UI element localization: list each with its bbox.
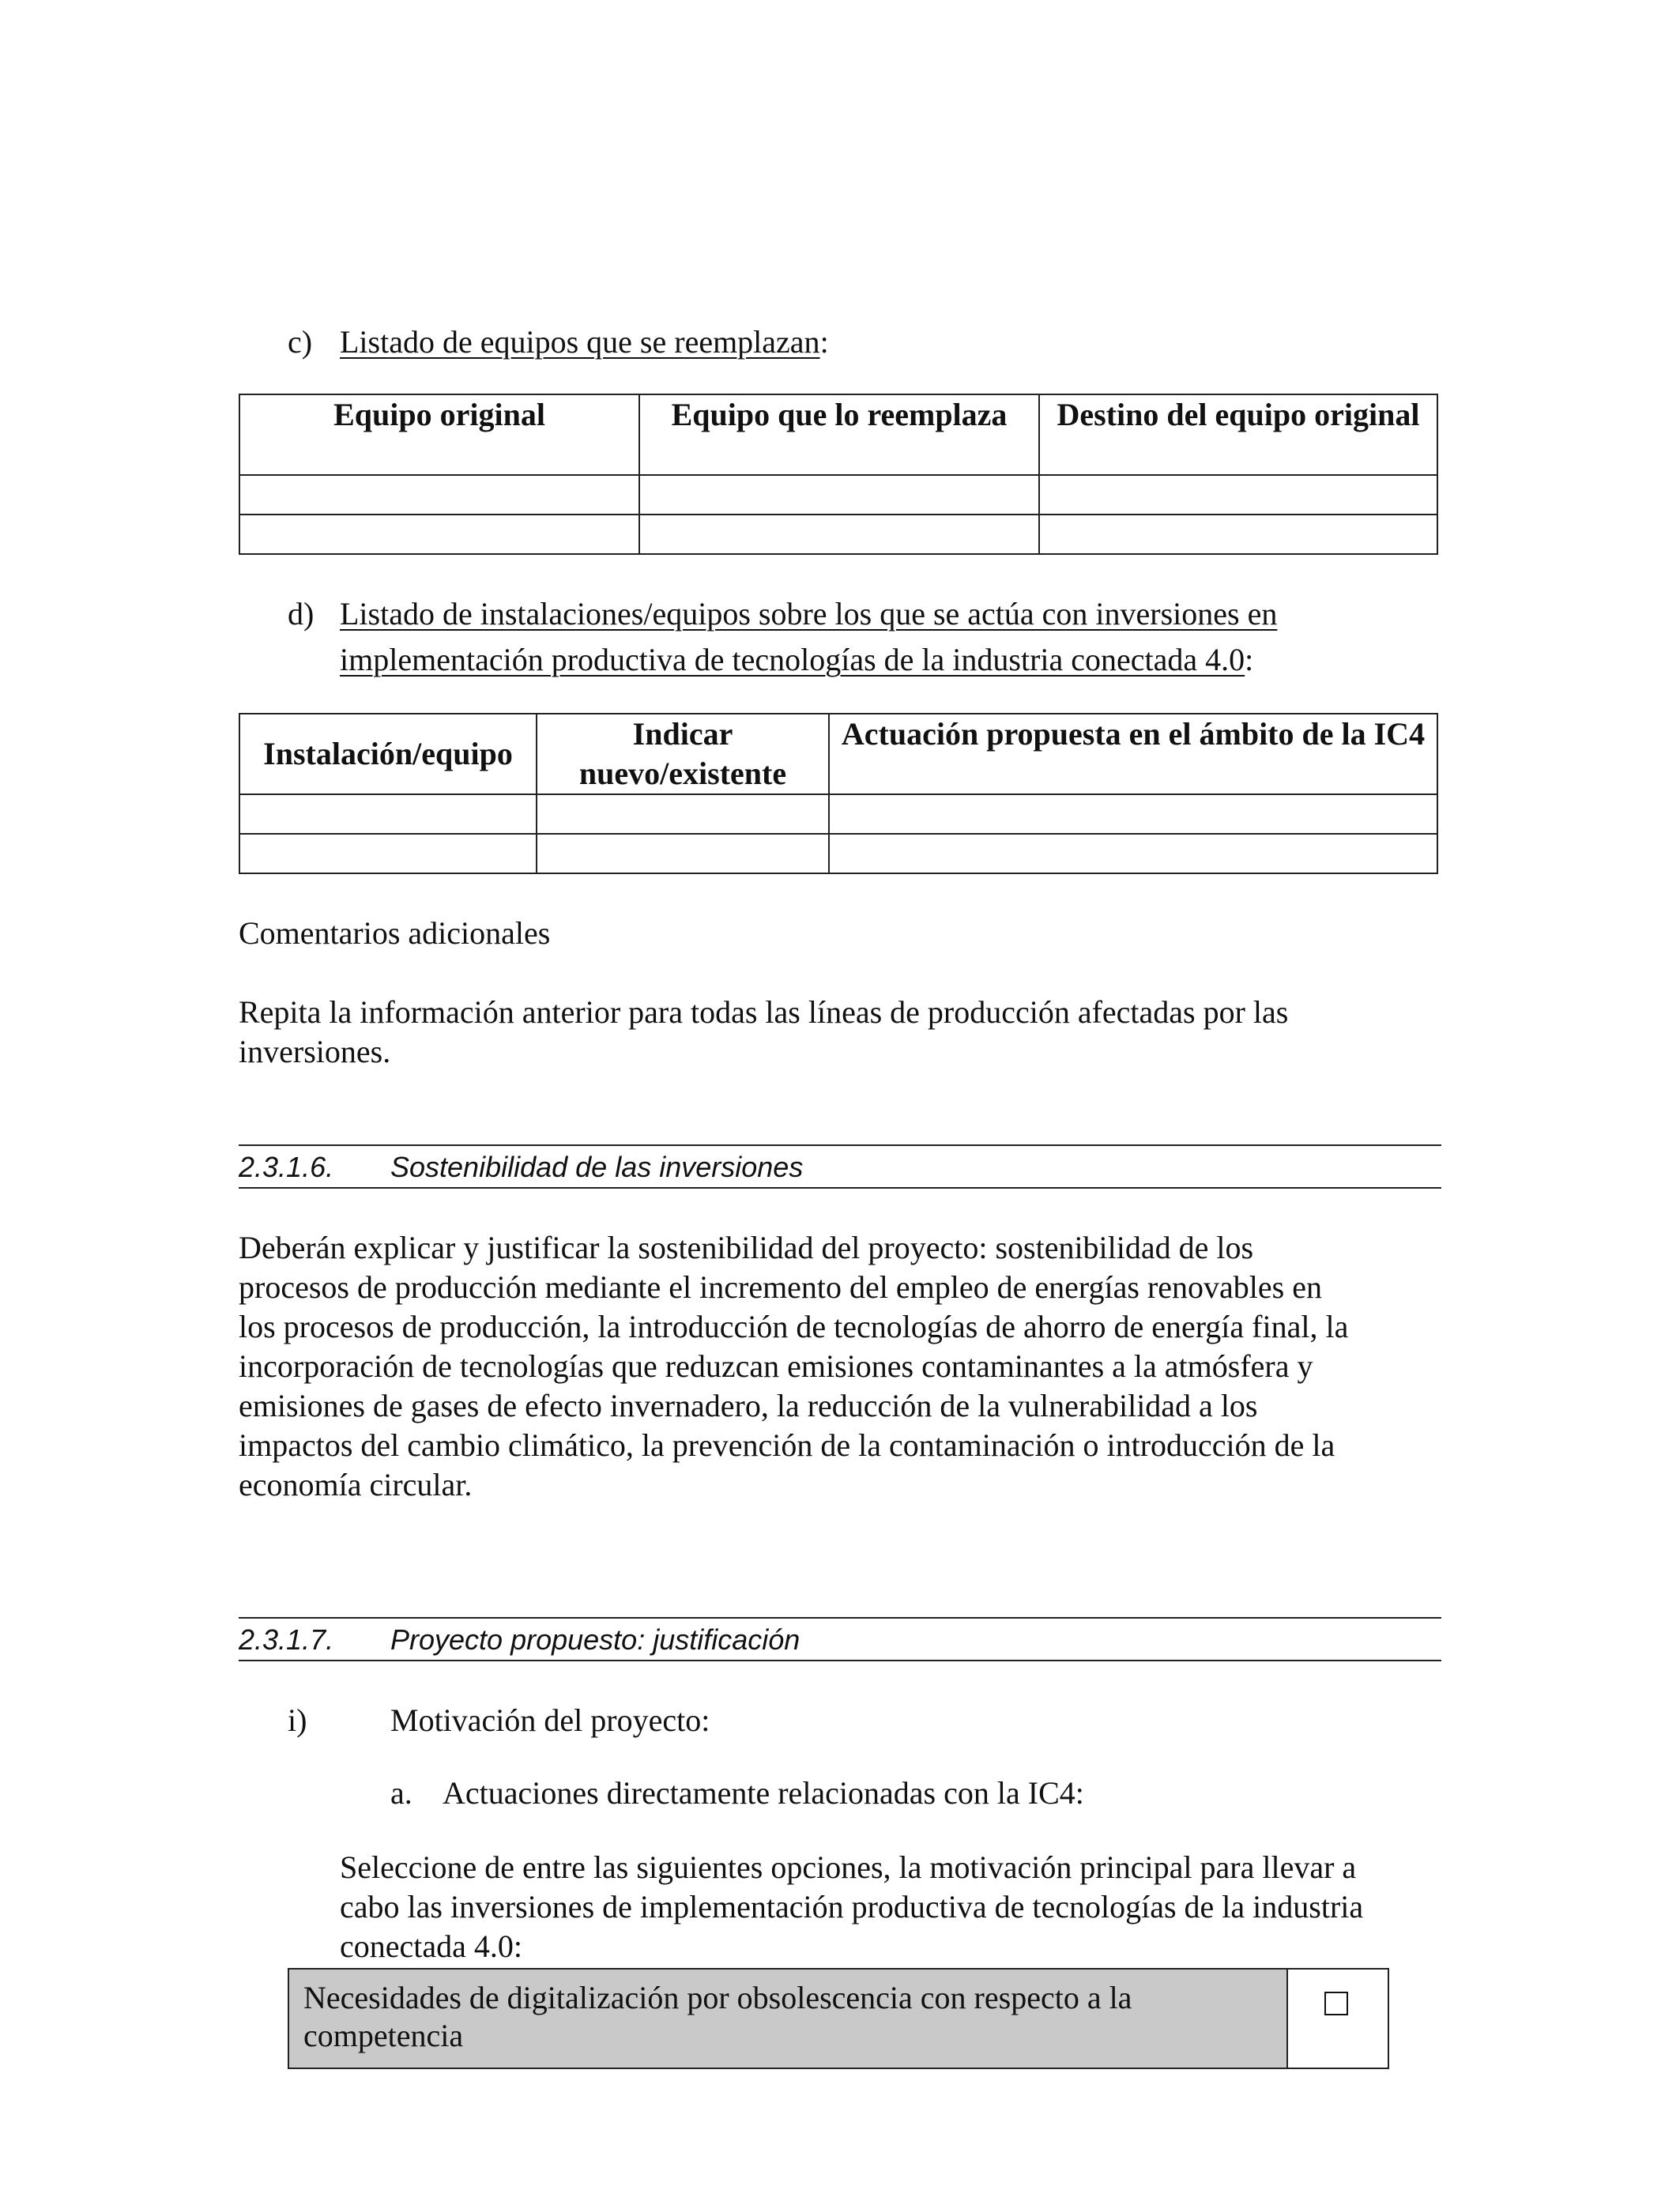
table-cell[interactable]: [829, 834, 1437, 873]
paragraph-line: economía circular.: [239, 1467, 473, 1502]
table-cell[interactable]: [239, 515, 639, 554]
table-header-cell: Instalación/equipo: [239, 714, 537, 794]
paragraph-line: Seleccione de entre las siguientes opciones, la motivación principal para llevar a: [340, 1849, 1357, 1885]
option-checkbox-cell[interactable]: [1287, 1969, 1388, 2068]
table-cell[interactable]: [239, 475, 639, 515]
table-cell[interactable]: [537, 834, 829, 873]
table-cell[interactable]: [239, 794, 537, 834]
paragraph-line: Deberán explicar y justificar la sostenibilidad del proyecto: sostenibilidad de los: [239, 1230, 1254, 1265]
table-row: [239, 794, 1437, 834]
heading-rule-top: [239, 1144, 1441, 1146]
list-marker-d: d): [288, 596, 315, 631]
section-heading: Proyecto propuesto: justificación: [390, 1623, 800, 1656]
motivation-options-table: [288, 1968, 1389, 2069]
table-header-cell: Actuación propuesta en el ámbito de la IC4: [829, 714, 1437, 794]
paragraph-line: impactos del cambio climático, la prevención de la contaminación o introducción de la: [239, 1427, 1335, 1463]
table-cell[interactable]: [1039, 475, 1437, 515]
motivation-label: Motivación del proyecto:: [390, 1702, 710, 1738]
table-row: [239, 515, 1437, 554]
table-header-cell: Equipo que lo reemplaza: [639, 394, 1039, 475]
table-header-cell: Destino del equipo original: [1039, 394, 1437, 475]
table-cell[interactable]: [639, 515, 1039, 554]
section-d-title-line1: Listado de instalaciones/equipos sobre los que se actúa con inversiones en: [340, 596, 1278, 631]
table-header-cell: Indicar nuevo/existente: [537, 714, 829, 794]
installations-table: [239, 713, 1438, 874]
paragraph-line: los procesos de producción, la introducción de tecnologías de ahorro de energía final, la: [239, 1309, 1349, 1344]
heading-rule-top: [239, 1617, 1441, 1619]
sustainability-paragraph: [239, 1228, 1348, 1505]
table-row: [239, 834, 1437, 873]
section-number: 2.3.1.6.: [239, 1151, 334, 1183]
table-cell[interactable]: [639, 475, 1039, 515]
option-row: [288, 1969, 1388, 2068]
comments-label: Comentarios adicionales: [239, 915, 551, 951]
list-marker-i: i): [288, 1702, 307, 1738]
table-header-cell: Equipo original: [239, 394, 639, 475]
select-instructions: [340, 1848, 1363, 1966]
paragraph-line: incorporación de tecnologías que reduzcan emisiones contaminantes a la atmósfera y: [239, 1348, 1313, 1384]
heading-rule-bottom: [239, 1187, 1441, 1189]
checkbox-icon[interactable]: [1324, 1992, 1348, 2015]
repeat-note-line1: Repita la información anterior para todas las líneas de producción afectadas por las: [239, 994, 1289, 1030]
actions-label: Actuaciones directamente relacionadas con la IC4:: [443, 1775, 1084, 1811]
table-cell[interactable]: [829, 794, 1437, 834]
heading-rule-bottom: [239, 1660, 1441, 1661]
repeat-note-line2: inversiones.: [239, 1034, 391, 1069]
section-number: 2.3.1.7.: [239, 1623, 334, 1656]
paragraph-line: emisiones de gases de efecto invernadero, la reducción de la vulnerabilidad a los: [239, 1388, 1258, 1423]
replaced-equipment-table: [239, 394, 1438, 555]
paragraph-line: conectada 4.0:: [340, 1928, 522, 1964]
option-label-line: Necesidades de digitalización por obsolescencia con respecto a la: [303, 1980, 1132, 2015]
table-cell[interactable]: [1039, 515, 1437, 554]
table-cell[interactable]: [537, 794, 829, 834]
option-label-line: competencia: [303, 2018, 464, 2053]
section-c-title: Listado de equipos que se reemplazan:: [340, 324, 829, 360]
list-marker-c: c): [288, 324, 313, 360]
section-d-title-line2: implementación productiva de tecnologías de la industria conectada 4.0:: [340, 642, 1254, 677]
table-cell[interactable]: [239, 834, 537, 873]
list-marker-a: a.: [390, 1775, 412, 1811]
table-row: [239, 475, 1437, 515]
paragraph-line: cabo las inversiones de implementación productiva de tecnologías de la industria: [340, 1889, 1364, 1924]
paragraph-line: procesos de producción mediante el incremento del empleo de energías renovables en: [239, 1269, 1322, 1305]
section-heading: Sostenibilidad de las inversiones: [390, 1151, 804, 1183]
option-label: [288, 1969, 1287, 2068]
